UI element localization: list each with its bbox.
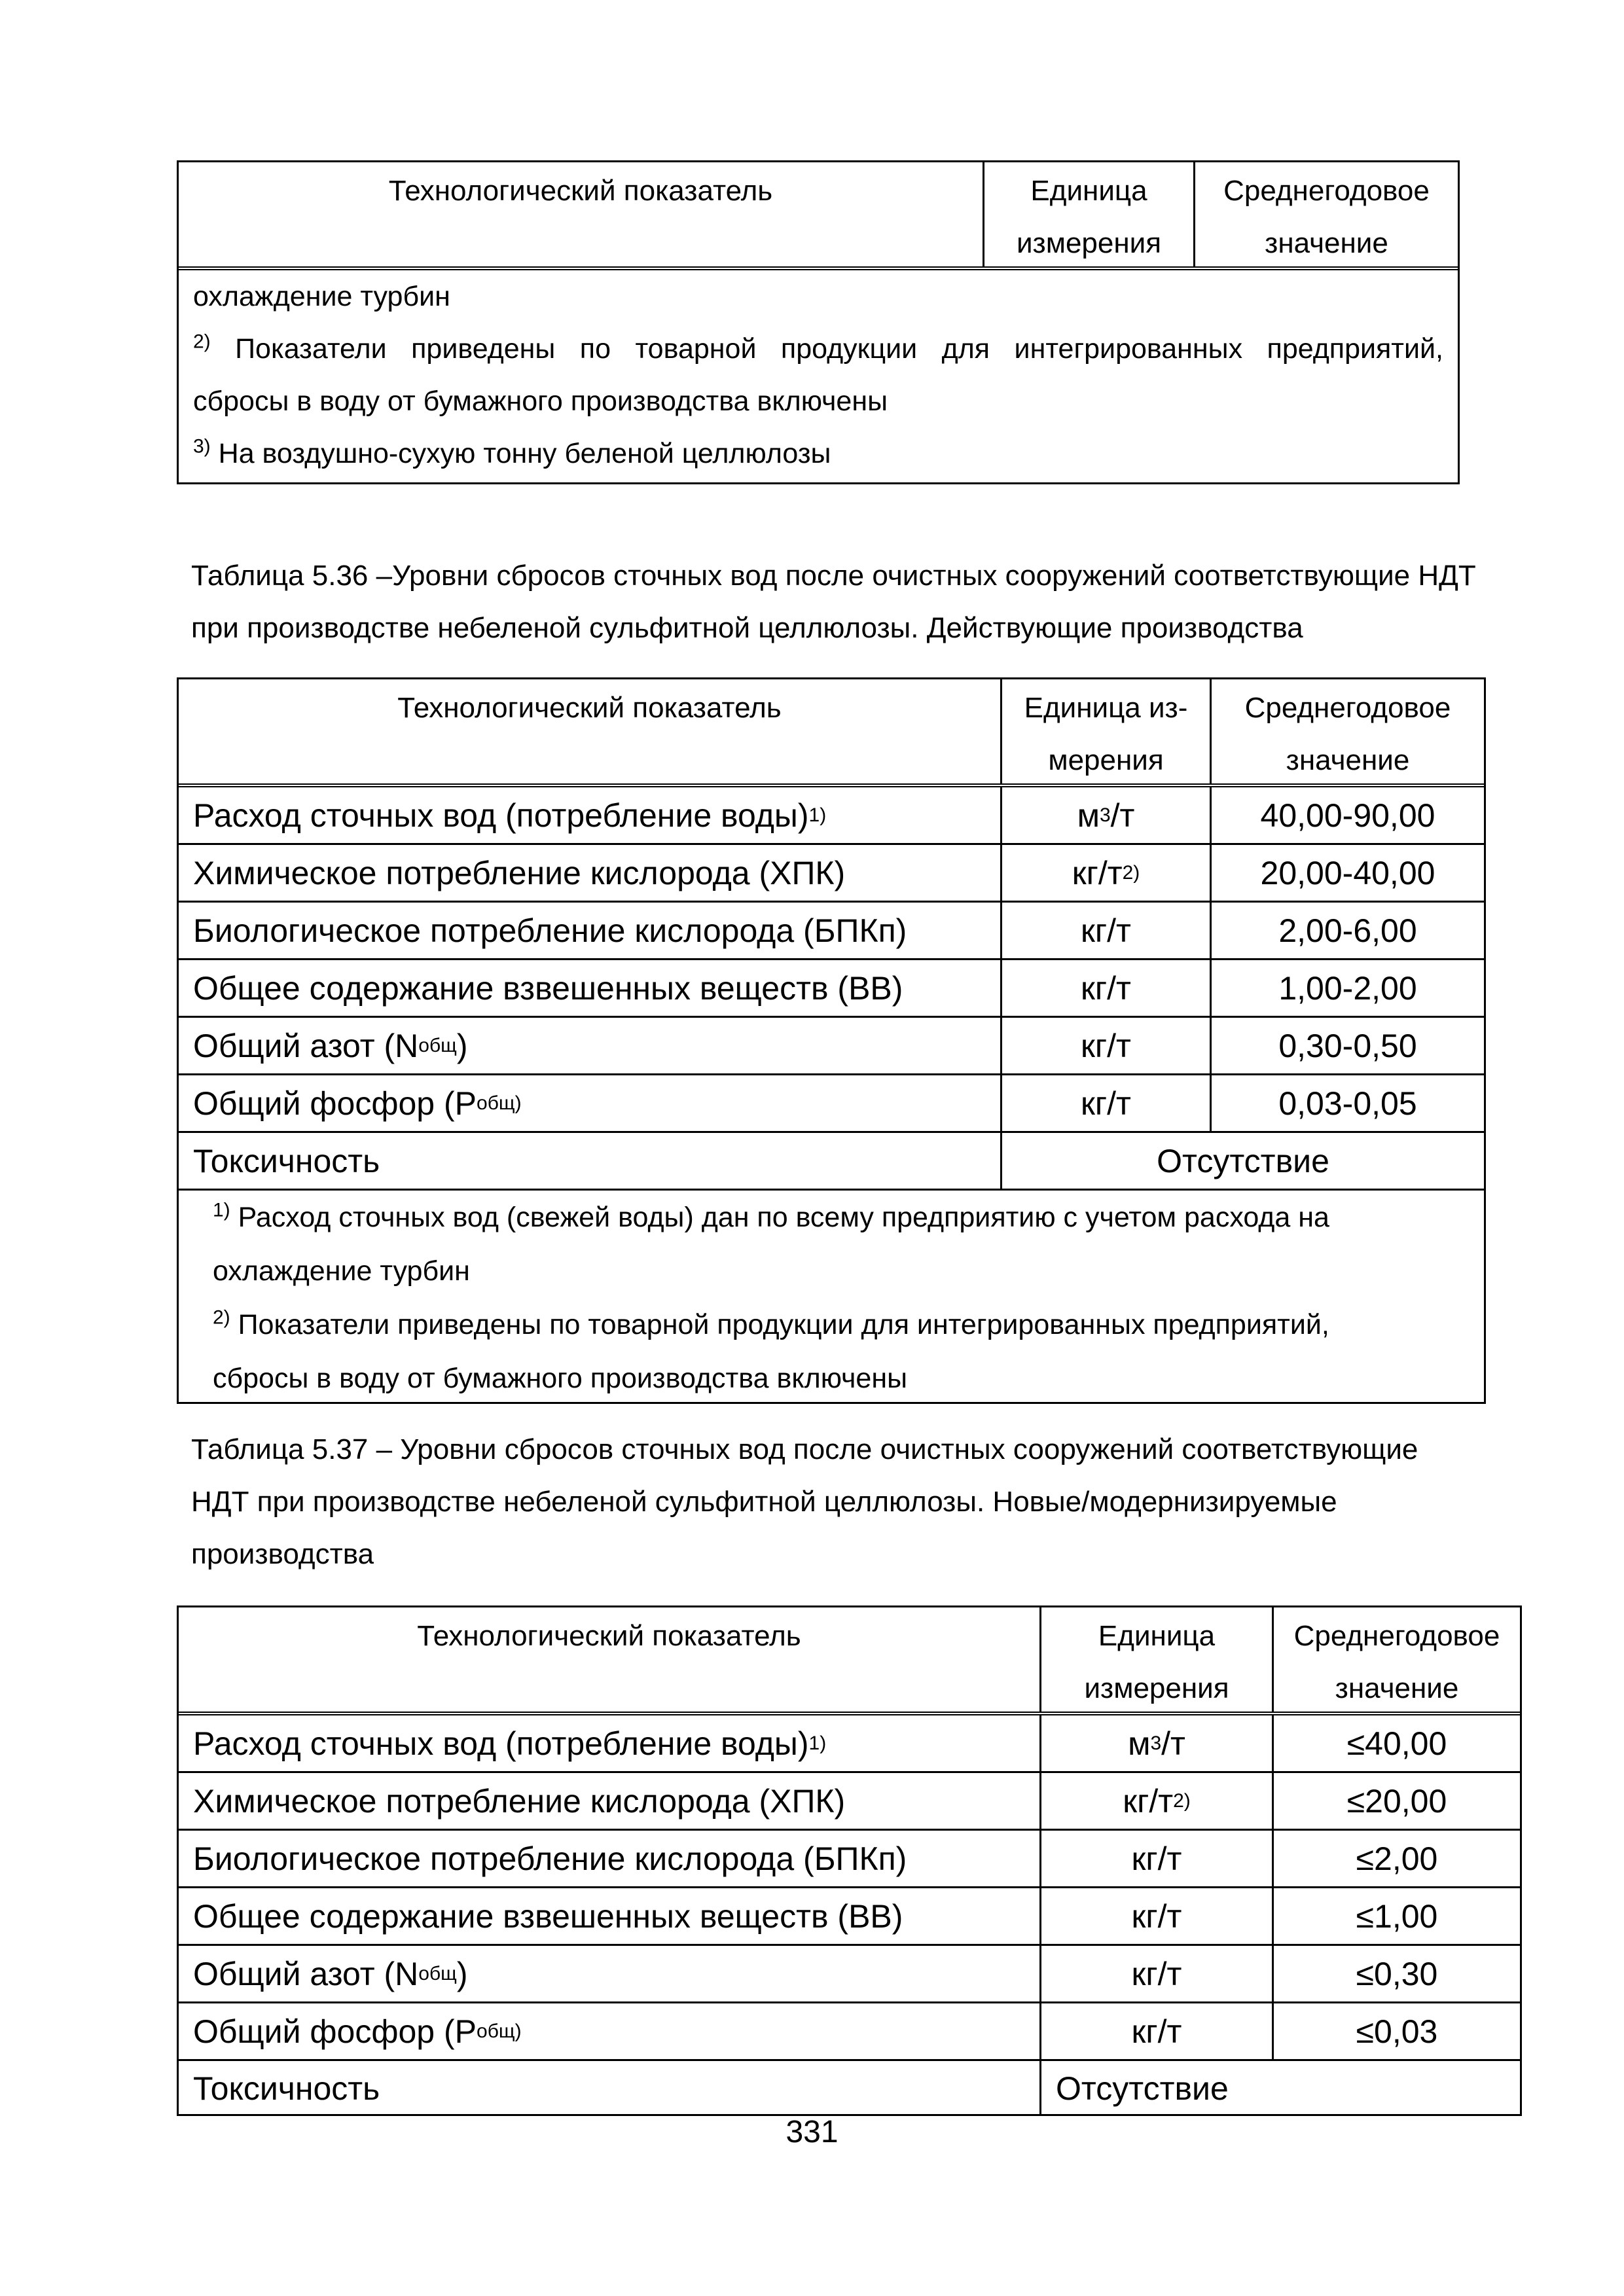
indicator-name: Биологическое потребление кислорода (БПКп) [193, 912, 907, 949]
note-line: сбросы в воду от бумажного производства включены [213, 1363, 907, 1394]
indicator-name: Расход сточных вод (потребление воды) 1) [193, 1725, 827, 1762]
unit-cell: кг/т [1000, 903, 1210, 958]
note-line: $^{2)}$ Показатели приведены по товарной продукции для интегрированных предприятий, [213, 1306, 1329, 1340]
value-cell: ≤2,00 [1272, 1831, 1520, 1886]
table-row [179, 1831, 1520, 1888]
table-536-caption: Таблица 5.36 –Уровни сбросов сточных вод после очистных сооружений соответствующие НДТ при производстве небеленой сульфитной целлюлозы. Действующие производства [191, 560, 1476, 644]
table-notes [179, 270, 1458, 480]
note-line: $^{2)}$ Показатели приведены по товарной продукции для интегрированных предприятий, [193, 331, 1443, 365]
indicator-name: Химическое потребление кислорода (ХПК) [193, 854, 846, 891]
unit-cell: кг/т [1000, 1018, 1210, 1073]
note-line: охлаждение турбин [213, 1255, 470, 1287]
indicator-name: Биологическое потребление кислорода (БПКп) [193, 1840, 907, 1877]
table-row [179, 1888, 1520, 1946]
note-line: сбросы в воду от бумажного производства включены [193, 386, 888, 417]
value-cell: ≤40,00 [1272, 1715, 1520, 1771]
table-row [179, 787, 1484, 845]
unit-cell: кг/т [1039, 1888, 1272, 1944]
indicator-name: Общее содержание взвешенных веществ (ВВ) [193, 969, 903, 1007]
table-continued [177, 160, 1460, 484]
table-notes [179, 1191, 1484, 1405]
table-row [179, 2003, 1520, 2061]
indicator-name: Общий азот (N общ ) [193, 1955, 468, 1992]
unit-cell: кг/т [1000, 1075, 1210, 1131]
header-unit: Единица из- мерения [1000, 679, 1210, 783]
value-cell: ≤1,00 [1272, 1888, 1520, 1944]
header-indicator: Технологический показатель [397, 692, 782, 724]
indicator-name: Общий азот (N общ ) [193, 1027, 468, 1064]
unit-cell: кг/т [1039, 1831, 1272, 1886]
unit-cell: кг/т 2) [1000, 845, 1210, 901]
table-row [179, 1075, 1484, 1133]
header-annual-value: Среднегодовое значение [1210, 679, 1484, 783]
table-row [179, 845, 1484, 903]
value-cell: 40,00-90,00 [1210, 787, 1484, 843]
table-row [179, 1715, 1520, 1773]
table-537 [177, 1605, 1522, 2116]
indicator-name: Общий фосфор (P общ) [193, 2013, 522, 2050]
table-536 [177, 677, 1486, 1404]
note-line: охлаждение турбин [193, 281, 450, 312]
header-indicator: Технологический показатель [388, 175, 773, 207]
value-cell: 2,00-6,00 [1210, 903, 1484, 958]
table-header [179, 1607, 1520, 1715]
toxicity-row [179, 2061, 1520, 2116]
unit-cell: кг/т [1039, 1946, 1272, 2001]
value-cell: 1,00-2,00 [1210, 960, 1484, 1016]
indicator-name: Общий фосфор (P общ) [193, 1085, 522, 1122]
header-annual-value: Среднегодовое значение [1193, 162, 1458, 266]
value-cell: ≤0,30 [1272, 1946, 1520, 2001]
header-indicator: Технологический показатель [417, 1620, 801, 1652]
table-row [179, 903, 1484, 960]
value-cell: 0,03-0,05 [1210, 1075, 1484, 1131]
header-annual-value: Среднегодовое значение [1272, 1607, 1520, 1712]
note-line: $^{1)}$ Расход сточных вод (свежей воды) дан по всему предприятию с учетом расхода на [213, 1199, 1329, 1233]
table-header [179, 679, 1484, 787]
indicator-name: Токсичность [193, 1142, 380, 1179]
toxicity-row [179, 1133, 1484, 1191]
unit-cell: кг/т [1039, 2003, 1272, 2059]
indicator-name: Расход сточных вод (потребление воды) 1) [193, 797, 827, 834]
unit-cell: кг/т [1000, 960, 1210, 1016]
table-537-caption: Таблица 5.37 – Уровни сбросов сточных вод после очистных сооружений соответствующие НДТ при производстве небеленой сульфитной целлюлозы. Новые/модернизируемые производства [191, 1433, 1418, 1570]
value-cell: 20,00-40,00 [1210, 845, 1484, 901]
value-cell: ≤20,00 [1272, 1773, 1520, 1829]
toxicity-value: Отсутствие [1000, 1133, 1484, 1189]
note-line: $^{3)}$ На воздушно-сухую тонну беленой целлюлозы [193, 435, 831, 469]
table-row [179, 960, 1484, 1018]
indicator-name: Токсичность [193, 2070, 380, 2107]
table-row [179, 1773, 1520, 1831]
toxicity-value: Отсутствие [1039, 2061, 1520, 2116]
header-unit: Единица измерения [1039, 1607, 1272, 1712]
page-number: 331 [785, 2115, 839, 2149]
table-row [179, 1018, 1484, 1075]
unit-cell: кг/т 2) [1039, 1773, 1272, 1829]
value-cell: ≤0,03 [1272, 2003, 1520, 2059]
table-row [179, 1946, 1520, 2003]
unit-cell: м 3 /т [1039, 1715, 1272, 1771]
value-cell: 0,30-0,50 [1210, 1018, 1484, 1073]
indicator-name: Общее содержание взвешенных веществ (ВВ) [193, 1897, 903, 1935]
table-header [179, 162, 1458, 270]
indicator-name: Химическое потребление кислорода (ХПК) [193, 1782, 846, 1820]
unit-cell: м 3 /т [1000, 787, 1210, 843]
header-unit: Единица измерения [983, 162, 1193, 266]
